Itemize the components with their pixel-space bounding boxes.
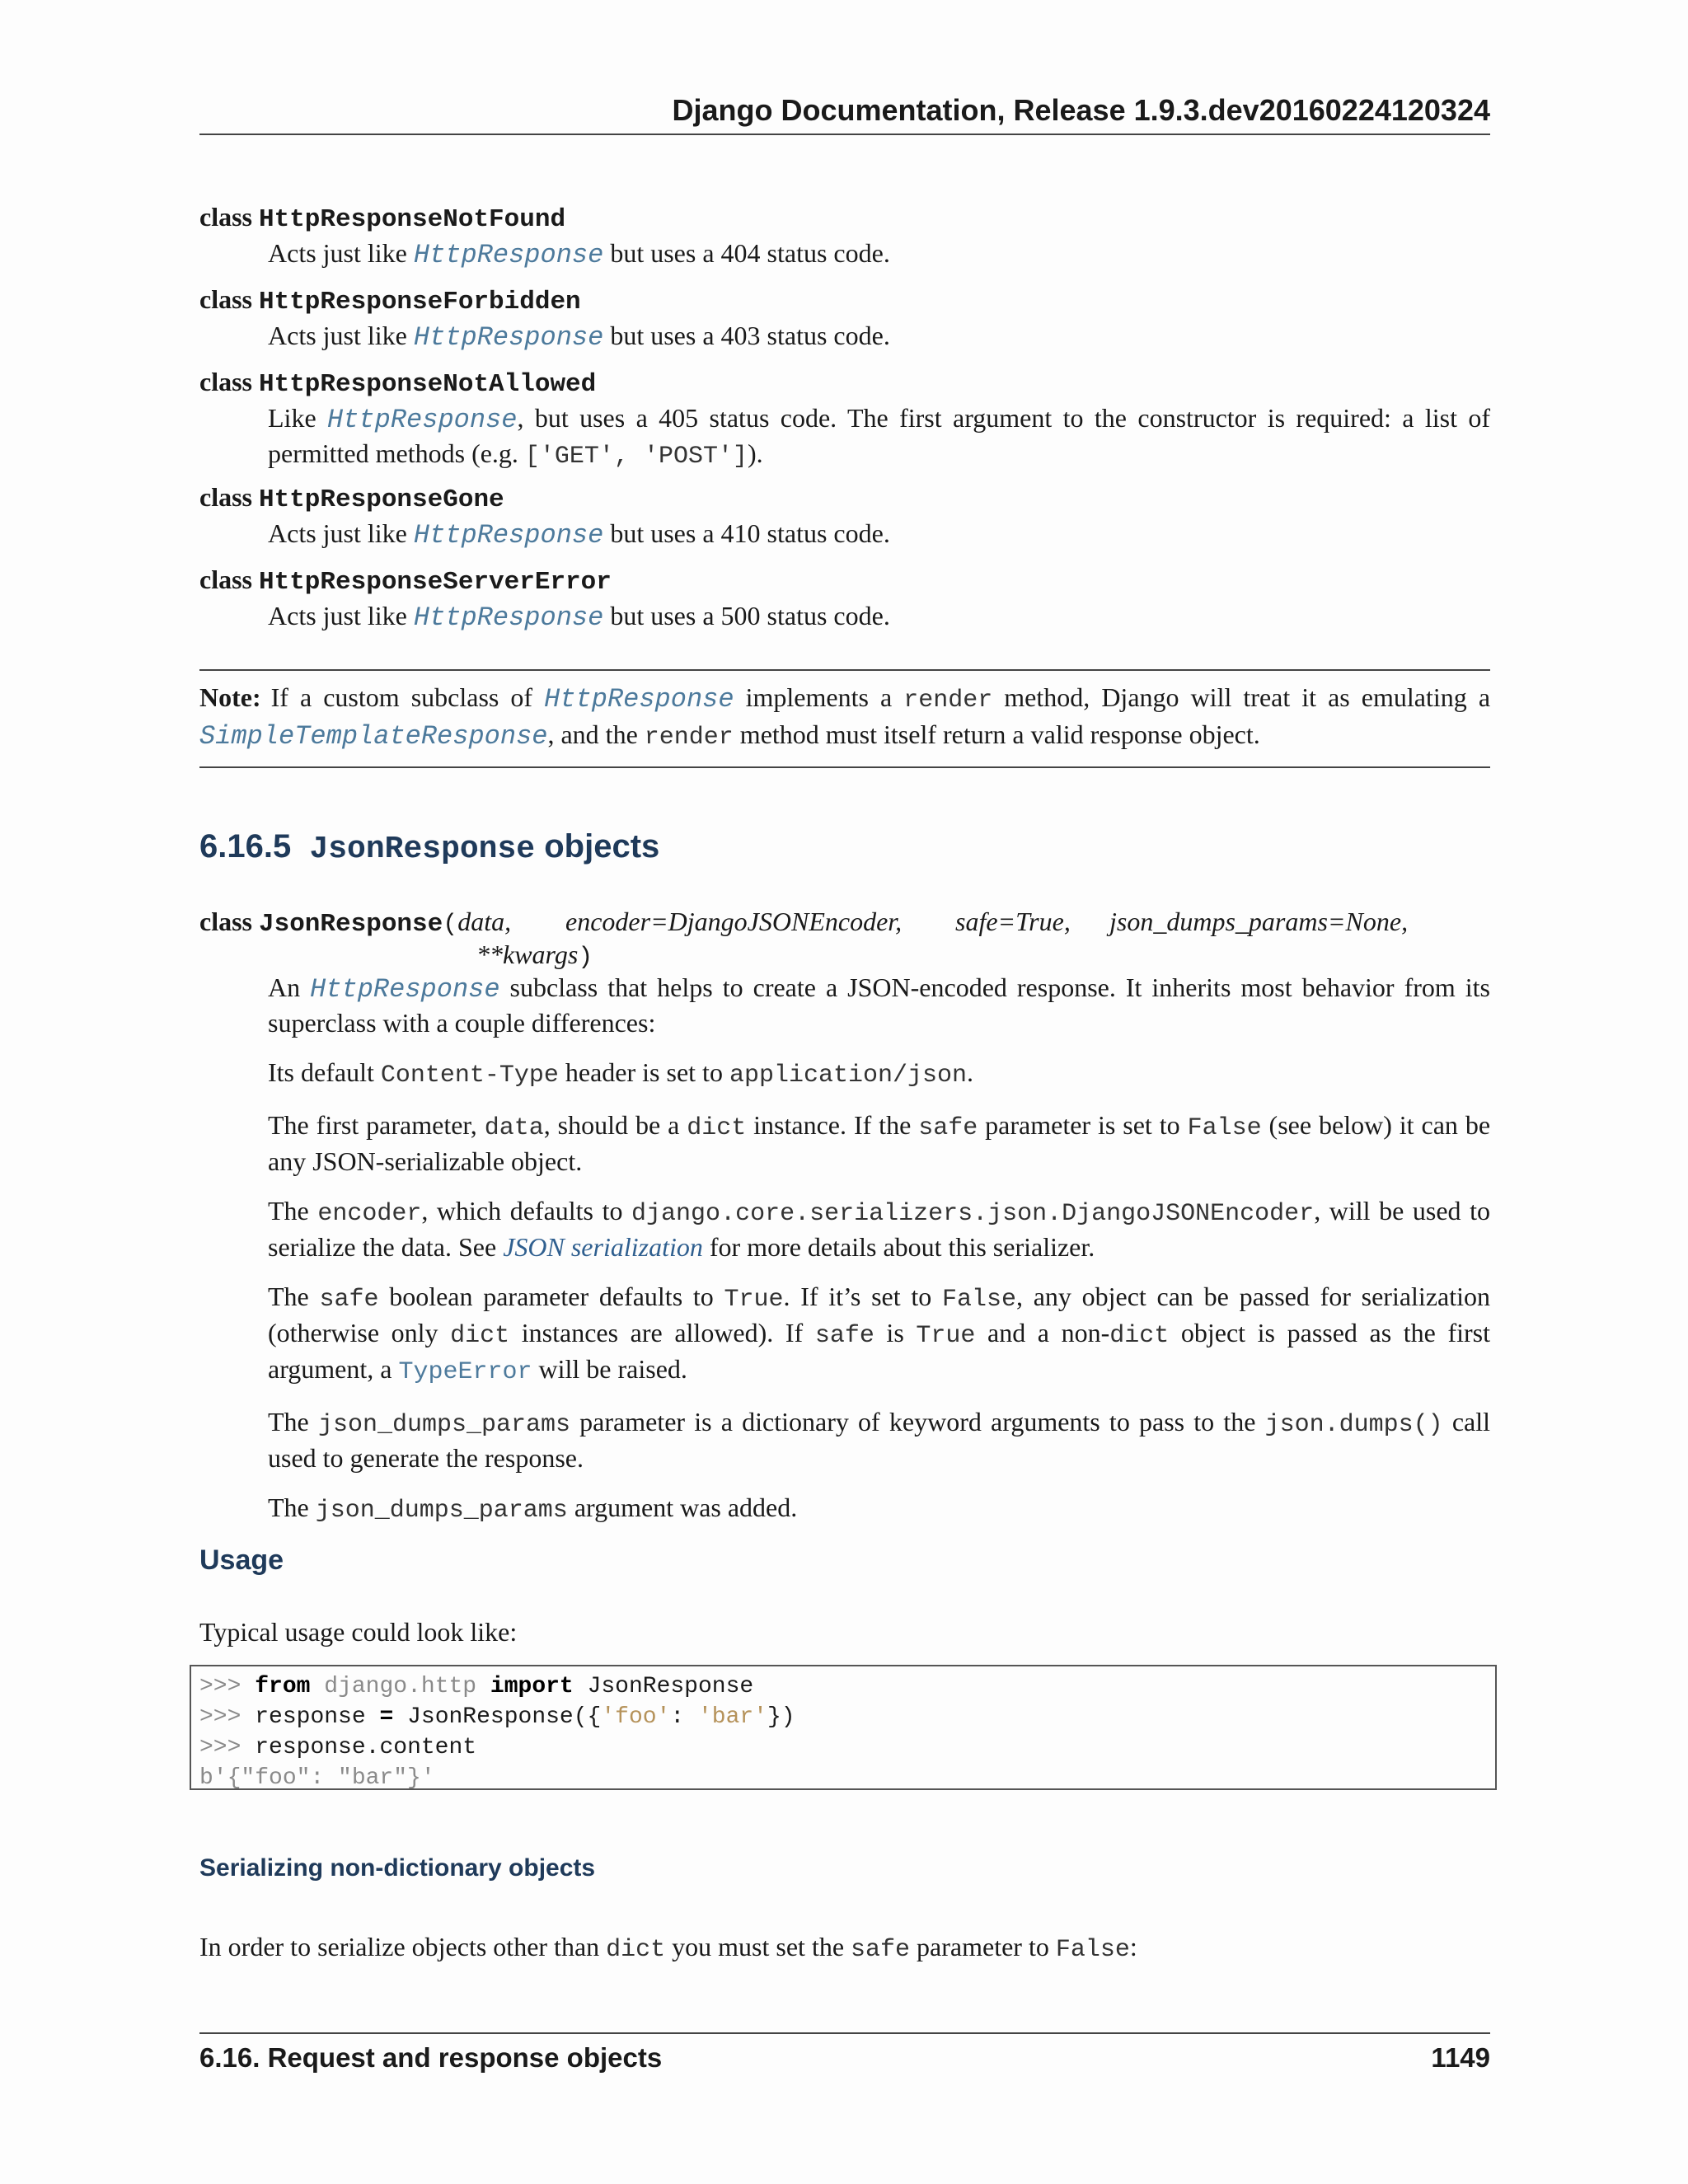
section-heading: 6.16.5 JsonResponse objects — [199, 828, 660, 867]
paragraph: The json_dumps_params parameter is a dictionary of keyword arguments to pass to the json.dumps() call used to generate the response. — [268, 1407, 1491, 1473]
class-httpresponsenotfound — [199, 200, 1490, 272]
param-encoder: encoder=DjangoJSONEncoder, — [565, 907, 903, 936]
class-signature: class HttpResponseForbidden — [199, 284, 581, 316]
typeerror-link[interactable]: TypeError — [398, 1358, 532, 1386]
code-output-line: b'{"foo": "bar"}' — [199, 1765, 435, 1791]
httpresponse-link[interactable]: HttpResponse — [413, 240, 604, 270]
class-httpresponseforbidden — [199, 283, 1490, 354]
httpresponse-link[interactable]: HttpResponse — [413, 322, 604, 353]
note-box: Note: If a custom subclass of HttpResponse implements a render method, Django will treat it as emulating a SimpleTemplateResponse, and the render method must itself return a valid response object. — [199, 669, 1490, 768]
class-name: HttpResponseNotAllowed — [259, 370, 597, 399]
httpresponse-link[interactable]: HttpResponse — [327, 405, 518, 435]
class-jsonresponse — [199, 905, 1490, 1544]
class-name: HttpResponseServerError — [259, 568, 612, 597]
class-description — [268, 971, 1490, 1527]
class-description: Acts just like HttpResponse but uses a 500 status code. — [268, 601, 890, 633]
httpresponse-link[interactable]: HttpResponse — [413, 602, 604, 633]
class-name: HttpResponseGone — [259, 485, 504, 514]
serializing-text: In order to serialize objects other than dict you must set the safe parameter to False: — [199, 1932, 1137, 1964]
usage-intro: Typical usage could look like: — [199, 1617, 518, 1647]
param-kwargs: **kwargs) — [476, 940, 593, 972]
httpresponse-link[interactable]: HttpResponse — [310, 974, 500, 1005]
class-description: Acts just like HttpResponse but uses a 403 status code. — [268, 321, 890, 353]
paragraph: The safe boolean parameter defaults to True. If it’s set to False, any object can be passed for serialization (otherwise only dict instances are allowed). If safe is True and a non-dict object is passed as the first argument, a TypeError will be raised. — [268, 1282, 1491, 1386]
httpresponse-link[interactable]: HttpResponse — [413, 520, 604, 551]
code-line: >>> from django.http import JsonResponse — [199, 1674, 754, 1699]
class-description: Like HttpResponse, but uses a 405 status code. The first argument to the constructor is required: a list of permitted methods (e.g. ['GET', 'POST']). — [268, 403, 1491, 471]
class-signature: class HttpResponseNotAllowed — [199, 367, 597, 399]
serializing-heading: Serializing non-dictionary objects — [199, 1854, 596, 1882]
paragraph: The json_dumps_params argument was added. — [268, 1493, 798, 1525]
paragraph: The first parameter, data, should be a dict instance. If the safe parameter is set to False (see below) it can be any JSON-serializable object. — [268, 1110, 1491, 1176]
class-signature: class JsonResponse(data, encoder=DjangoJSONEncoder, safe=True, json_dumps_params=None, **kwargs) — [199, 905, 1490, 971]
class-name: HttpResponseNotFound — [259, 205, 566, 234]
paragraph: Its default Content-Type header is set to application/json. — [268, 1057, 973, 1090]
class-signature: class HttpResponseGone — [199, 482, 504, 514]
param-safe: safe=True, — [955, 907, 1071, 936]
running-header: Django Documentation, Release 1.9.3.dev20160224120324 — [199, 91, 1490, 135]
class-httpresponsenotallowed — [199, 365, 1490, 473]
simpletemplateresponse-link[interactable]: SimpleTemplateResponse — [199, 721, 548, 752]
class-httpresponseservererror — [199, 563, 1490, 635]
httpresponse-link[interactable]: HttpResponse — [544, 684, 734, 715]
code-block — [190, 1665, 1497, 1790]
paragraph: An HttpResponse subclass that helps to create a JSON-encoded response. It inherits most behavior from its superclass with a couple differences: — [268, 972, 1491, 1038]
paragraph: The encoder, which defaults to django.core.serializers.json.DjangoJSONEncoder, will be used to serialize the data. See JSON serialization for more details about this serializer. — [268, 1196, 1491, 1262]
code-line: >>> response.content — [199, 1735, 477, 1760]
class-signature: class HttpResponseNotFound — [199, 202, 566, 234]
class-name: JsonResponse — [259, 910, 443, 939]
usage-heading: Usage — [199, 1544, 284, 1576]
footer-section-title: 6.16. Request and response objects — [199, 2042, 663, 2073]
param-data: data, — [457, 907, 512, 936]
class-description: Acts just like HttpResponse but uses a 404 status code. — [268, 238, 890, 270]
note-label: Note: — [199, 682, 261, 712]
json-serialization-link[interactable]: JSON serialization — [503, 1232, 703, 1262]
page-number: 1149 — [1431, 2042, 1490, 2073]
running-footer — [199, 2032, 1490, 2074]
class-name: HttpResponseForbidden — [259, 288, 581, 316]
class-signature: class HttpResponseServerError — [199, 565, 612, 597]
param-json-dumps-params: json_dumps_params=None, — [1109, 907, 1409, 936]
class-description: Acts just like HttpResponse but uses a 410 status code. — [268, 518, 890, 551]
class-httpresponsegone — [199, 480, 1490, 552]
code-line: >>> response = JsonResponse({'foo': 'bar'}) — [199, 1704, 795, 1730]
